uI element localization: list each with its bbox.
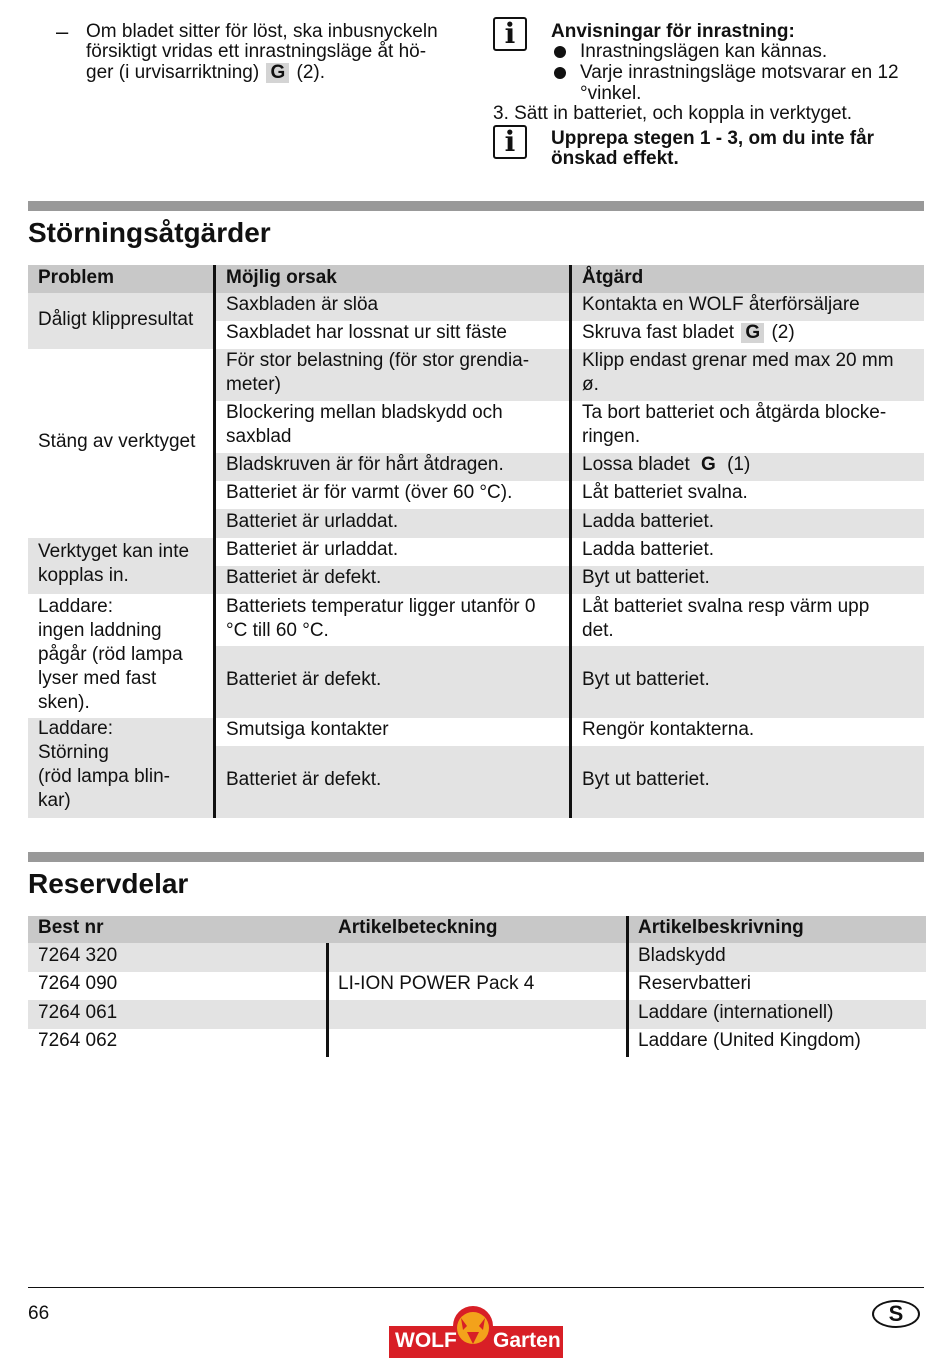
action-cell [572,321,795,345]
repeat-note-line-2: önskad effekt. [551,148,679,169]
page-number: 66 [28,1303,50,1324]
part-name: LI-ION POWER Pack 4 [338,973,535,994]
cause-cell: Batteriet är för varmt (över 60 °C). [226,482,513,503]
troubleshooting-title: Störningsåtgärder [28,217,271,248]
figure-ref-g: G [701,454,716,475]
action-cell: Låt batteriet svalna resp värm upp det. [582,596,870,641]
cause-cell: Batteriet är defekt. [226,567,382,588]
repeat-note-line-1: Upprepa stegen 1 - 3, om du inte får [551,128,875,149]
action-cell: Byt ut batteriet. [582,669,710,690]
action-cell: Byt ut batteriet. [582,769,710,790]
cause-cell: Batteriet är urladdat. [226,511,399,532]
action-cell: Klipp endast grenar med max 20 mm ø. [582,350,894,395]
part-desc: Laddare (United Kingdom) [638,1030,861,1051]
logo-text-wolf: WOLF [395,1329,457,1352]
problem-cell: Laddare: Störning (röd lampa blin- kar) [38,718,170,811]
cause-cell: Bladskruven är för hårt åtdragen. [226,454,504,475]
note-title: Anvisningar för inrastning: [551,21,795,42]
header-problem: Problem [38,267,115,288]
intro-line-3-text: ger (i urvisarriktning) [86,62,260,83]
action-cell: Ta bort batteriet och åtgärda blocke- ringen. [582,402,887,447]
footer-rule [28,1287,924,1288]
action-cell: Låt batteriet svalna. [582,482,748,503]
problem-cell: Stäng av verktyget [38,431,196,452]
part-desc: Reservbatteri [638,973,751,994]
section-rule [28,201,924,211]
part-nr: 7264 320 [38,945,118,966]
column-divider [326,943,329,1057]
info-icon: i [493,125,527,159]
language-badge: S [872,1300,920,1328]
action-cell [572,453,750,477]
problem-cell: Verktyget kan inte kopplas in. [38,541,190,586]
table-header-bg [28,265,924,293]
cause-cell: Saxbladen är slöa [226,294,379,315]
action-text: Lossa bladet [582,454,690,475]
cause-cell: Batteriet är urladdat. [226,539,399,560]
action-text: Skruva fast bladet [582,322,735,343]
intro-line-1: Om bladet sitter för löst, ska inbusnyckeln [86,21,438,42]
row-bg [28,943,926,972]
part-desc: Laddare (internationell) [638,1002,834,1023]
action-cell: Ladda batteriet. [582,511,715,532]
spare-parts-title: Reservdelar [28,868,189,899]
wolf-garten-logo [389,1306,563,1358]
part-nr: 7264 062 [38,1030,118,1051]
cause-cell: Blockering mellan bladskydd och saxblad [226,402,503,447]
header-name: Artikelbeteckning [338,917,498,938]
figure-ref-g: G [741,323,764,343]
header-desc: Artikelbeskrivning [638,917,804,938]
part-nr: 7264 090 [38,973,118,994]
header-nr: Best nr [38,917,104,938]
header-action: Åtgärd [582,267,644,288]
header-cause: Möjlig orsak [226,267,337,288]
intro-dash: – [56,19,69,44]
note-bullet-2-line-1: Varje inrastningsläge motsvarar en 12 [580,62,899,83]
part-desc: Bladskydd [638,945,726,966]
note-bullet-1: Inrastningslägen kan kännas. [580,41,828,62]
note-bullet-2-line-2: °vinkel. [580,83,642,104]
logo-text-garten: Garten [493,1329,561,1352]
intro-line-3-tail: (2). [296,62,325,83]
step-3: 3. Sätt in batteriet, och koppla in verktyget. [493,103,853,124]
problem-cell: Laddare: ingen laddning pågår (röd lampa lyser med fast sken). [38,596,183,713]
problem-cell: Dåligt klippresultat [38,309,194,330]
bullet-icon [554,67,566,79]
cause-cell: Smutsiga kontakter [226,719,389,740]
section-rule [28,852,924,862]
info-icon: i [493,17,527,51]
cause-cell: Batteriet är defekt. [226,769,382,790]
action-cell: Rengör kontakterna. [582,719,755,740]
bullet-icon [554,46,566,58]
cause-cell: Batteriets temperatur ligger utanför 0 °C till 60 °C. [226,596,536,641]
action-text-tail: (2) [771,322,795,343]
intro-line-2: försiktigt vridas ett inrastningsläge åt hö- [86,41,427,62]
intro-line-3 [86,63,325,83]
part-nr: 7264 061 [38,1002,118,1023]
action-cell: Byt ut batteriet. [582,567,710,588]
figure-ref-g: G [266,63,289,83]
action-cell: Kontakta en WOLF återförsäljare [582,294,860,315]
action-cell: Ladda batteriet. [582,539,715,560]
cause-cell: Batteriet är defekt. [226,669,382,690]
action-text-tail: (1) [727,454,751,475]
cause-cell: Saxbladet har lossnat ur sitt fäste [226,322,507,343]
cause-cell: För stor belastning (för stor grendia- meter) [226,350,530,395]
